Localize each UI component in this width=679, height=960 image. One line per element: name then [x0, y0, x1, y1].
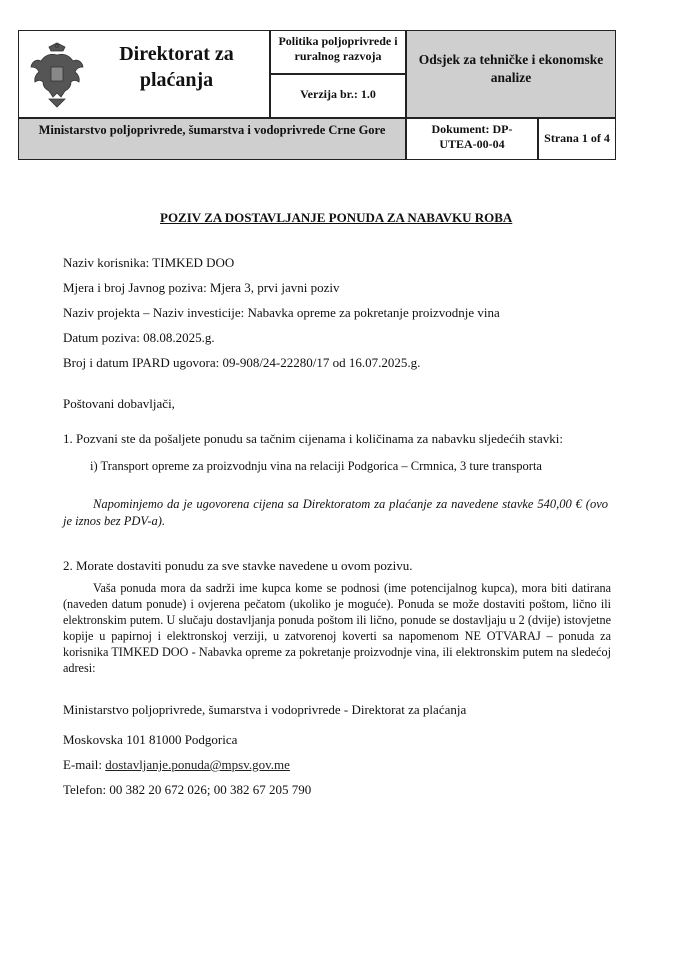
org-cell: [18, 30, 270, 118]
ministry-label: Ministarstvo poljoprivrede, šumarstva i vodoprivrede Crne Gore: [38, 123, 386, 137]
submission-paragraph: Vaša ponuda mora da sadrži ime kupca kome se podnosi (ime potencijalnog kupca), mora biti datirana (naveden datum ponude) i ovjerena pečatom (ukoliko je moguće). Ponuda se može dostaviti poštom, lično ili elektronskim putem. U slučaju dostavljanja ponuda poštom ili lično, ponude se dostavljaju u 2 (dvije) istovjetne kopije u papirnoj i elektronskoj verziji, u zatvorenoj koverti sa napomenom NE OTVARAJ – ponuda za korisnika TIMKED DOO - Nabavka opreme za pokretanje proizvodnje vina, ili elektronskim putem na sledećoj adresi:: [63, 581, 611, 675]
field-measure: Mjera i broj Javnog poziva: Mjera 3, prvi javni poziv: [63, 280, 340, 295]
page-title: POZIV ZA DOSTAVLJANJE PONUDA ZA NABAVKU ROBA: [160, 210, 513, 225]
field-contract: Broj i datum IPARD ugovora: 09-908/24-22280/17 od 16.07.2025.g.: [63, 355, 421, 370]
field-project: Naziv projekta – Naziv investicije: Nabavka opreme za pokretanje proizvodnje vina: [63, 305, 500, 320]
department-label: Odsjek za tehničke i ekonomske analize: [418, 52, 604, 85]
phone-line: Telefon: 00 382 20 672 026; 00 382 67 205 790: [63, 782, 312, 797]
address-street: Moskovska 101 81000 Podgorica: [63, 732, 238, 747]
document-header: [18, 30, 616, 160]
email-link[interactable]: dostavljanje.ponuda@mpsv.gov.me: [105, 757, 290, 772]
version-label: Verzija br.: 1.0: [300, 87, 376, 101]
field-beneficiary: Naziv korisnika: TIMKED DOO: [63, 255, 235, 270]
coat-of-arms-icon: [27, 41, 87, 111]
policy-label: Politika poljoprivrede i ruralnog razvoja: [278, 34, 398, 63]
address-org: Ministarstvo poljoprivrede, šumarstva i vodoprivrede - Direktorat za plaćanja: [63, 702, 467, 717]
version-cell: [270, 74, 406, 118]
page-number: Strana 1 of 4: [544, 131, 610, 145]
item-2: 2. Morate dostaviti ponudu za sve stavke navedene u ovom pozivu.: [63, 558, 413, 573]
email-label: E-mail:: [63, 757, 106, 772]
department-cell: [406, 30, 616, 118]
page-cell: [538, 118, 616, 160]
item-1-sub: i) Transport opreme za proizvodnju vina na relaciji Podgorica – Crmnica, 3 ture transporta: [90, 459, 542, 473]
field-date: Datum poziva: 08.08.2025.g.: [63, 330, 215, 345]
email-line: [63, 757, 290, 773]
ministry-cell: [18, 118, 406, 160]
org-title: Direktorat za plaćanja: [119, 43, 234, 91]
document-code: Dokument: DP-UTEA-00-04: [431, 122, 513, 151]
greeting: Poštovani dobavljači,: [63, 396, 175, 411]
price-note: Napominjemo da je ugovorena cijena sa Direktoratom za plaćanje za navedene stavke 540,00 € (ovo je iznos bez PDV-a).: [63, 497, 608, 528]
item-1: 1. Pozvani ste da pošaljete ponudu sa tačnim cijenama i količinama za nabavku sljedećih stavki:: [63, 431, 563, 446]
policy-cell: [270, 30, 406, 74]
document-cell: [406, 118, 538, 160]
